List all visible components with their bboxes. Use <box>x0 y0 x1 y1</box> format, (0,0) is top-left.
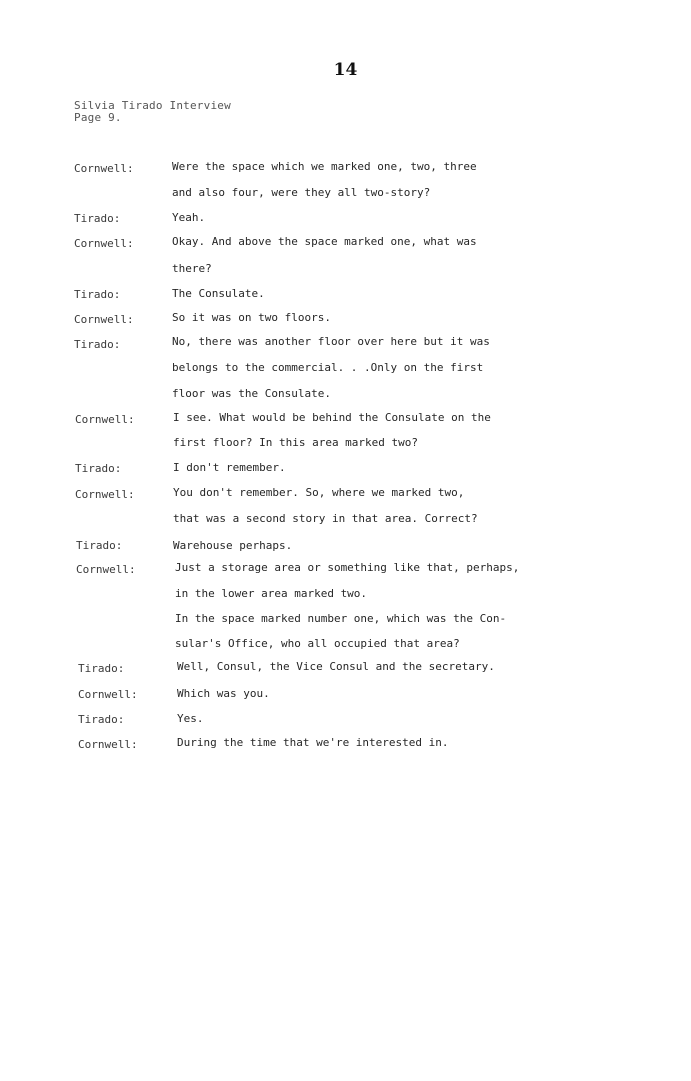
transcript-line: I don't remember. <box>173 461 286 474</box>
transcript-line: The Consulate. <box>172 287 265 300</box>
header-title: Silvia Tirado Interview <box>74 99 231 112</box>
transcript-line: floor was the Consulate. <box>172 387 331 400</box>
speaker-label: Tirado: <box>74 338 121 351</box>
transcript-line: Were the space which we marked one, two, three <box>172 160 477 173</box>
transcript-line: You don't remember. So, where we marked two, <box>173 486 465 499</box>
transcript-line: belongs to the commercial. . .Only on the first <box>172 361 484 374</box>
speaker-label: Tirado: <box>74 288 121 301</box>
speaker-label: Tirado: <box>76 539 123 552</box>
transcript-line: I see. What would be behind the Consulate on the <box>173 411 491 424</box>
transcript-line: No, there was another floor over here but it was <box>172 335 490 348</box>
transcript-line: Well, Consul, the Vice Consul and the secretary. <box>177 660 495 673</box>
document-header <box>74 100 231 124</box>
transcript-line: So it was on two floors. <box>172 311 331 324</box>
speaker-label: Cornwell: <box>74 162 134 175</box>
speaker-label: Cornwell: <box>76 563 136 576</box>
transcript-line: Yes. <box>177 712 204 725</box>
speaker-label: Cornwell: <box>75 413 135 426</box>
transcript-line: Yeah. <box>172 211 206 224</box>
transcript-line: and also four, were they all two-story? <box>172 186 431 199</box>
transcript-line: sular's Office, who all occupied that area? <box>175 637 460 650</box>
transcript-line: in the lower area marked two. <box>175 587 368 600</box>
speaker-label: Tirado: <box>78 713 125 726</box>
transcript-line: Which was you. <box>177 687 270 700</box>
transcript-line: Just a storage area or something like that, perhaps, <box>175 561 520 574</box>
speaker-label: Cornwell: <box>74 237 134 250</box>
header-page-label: Page 9. <box>74 111 122 124</box>
speaker-label: Tirado: <box>74 212 121 225</box>
transcript-line: Okay. And above the space marked one, what was <box>172 235 477 248</box>
transcript-line: During the time that we're interested in. <box>177 736 449 749</box>
speaker-label: Cornwell: <box>78 688 138 701</box>
speaker-label: Tirado: <box>75 462 122 475</box>
transcript-line: that was a second story in that area. Correct? <box>173 512 478 525</box>
transcript-line: Warehouse perhaps. <box>173 539 293 552</box>
transcript-line: first floor? In this area marked two? <box>173 436 419 449</box>
page-number: 14 <box>333 60 358 80</box>
transcript-line: there? <box>172 262 212 275</box>
speaker-label: Cornwell: <box>74 313 134 326</box>
speaker-label: Tirado: <box>78 662 125 675</box>
transcript-line: In the space marked number one, which was the Con- <box>175 612 507 625</box>
speaker-label: Cornwell: <box>75 488 135 501</box>
speaker-label: Cornwell: <box>78 738 138 751</box>
